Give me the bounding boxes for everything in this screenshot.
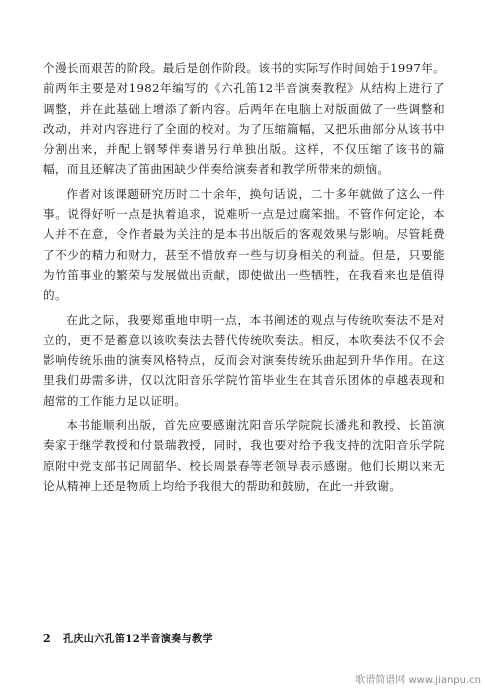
- paragraph-1: 个漫长而艰苦的阶段。最后是创作阶段。该书的实际写作时间始于1997年。前两年主要是对1982年编写的《六孔笛12半音演奏教程》从结构上进行了调整，并在此基础上增添了新内容。后两年在电脑上对版面做了一些调整和改动，并对内容进行了全面的校对。为了压缩篇幅，又把乐曲部分从该书中分割出来，并配上钢琴伴奏谱另行单独出版。这样，不仅压缩了该书的篇幅，而且还解决了笛曲困缺少伴奏给演奏者和教学所带来的烦恼。: [43, 61, 445, 177]
- paragraph-4: 本书能顺利出版，首先应要感谢沈阳音乐学院院长潘兆和教授、长笛演奏家于继学教授和付景瑞教授，同时，我也要对给予我支持的沈阳音乐学院原附中党支部书记周韶华、校长周景春等老领导表示感谢。他们长期以来无论从精神上还是物质上均给予我很大的帮助和鼓励，在此一并致谢。: [43, 418, 445, 493]
- paragraph-2: 作者对该课题研究历时二十余年，换句话说，二十多年就做了这么一件事。说得好听一点是执着追求，说难听一点是过腐笨拙。不管作何定论，本人并不在意，令作者最为关注的是本书出版后的客观效果与影响。尽管耗费了不少的精力和财力，甚至不惜放弃一些与切身相关的利益。但是，只要能为竹笛事业的繁荣与发展做出贡献，即使做出一些牺牲，在我看来也是值得的。: [43, 186, 445, 303]
- book-title: 孔庆山六孔笛12半音演奏与教学: [62, 634, 213, 645]
- site-watermark: 歌谱简谱网 www.jianpu.cn: [355, 675, 481, 686]
- page-number: 2: [43, 632, 52, 645]
- page-footer: [43, 630, 213, 645]
- paragraph-3: 在此之际，我要郑重地申明一点，本书阐述的观点与传统吹奏法不是对立的，更不是蓄意以该吹奏法去替代传统吹奏法。相反，本吹奏法不仅不会影响传统乐曲的演奏风格特点，反而会对演奏传统乐曲起到升华作用。在这里我们毋需多讲，仅以沈阳音乐学院竹笛毕业生在其音乐团体的卓越表现和超常的工作能力足以证明。: [43, 312, 445, 408]
- body-text: [43, 58, 445, 500]
